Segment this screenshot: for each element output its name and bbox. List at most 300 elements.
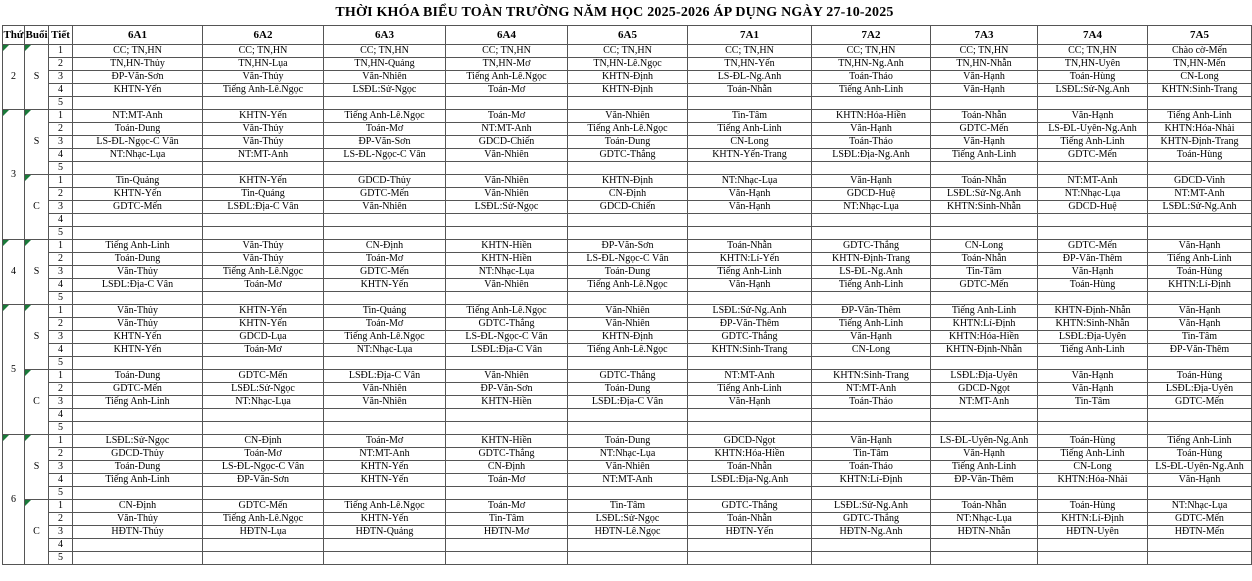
lesson-cell: GDTC-Thắng <box>812 513 931 526</box>
table-row <box>3 305 1252 318</box>
lesson-cell: NT:Nhạc-Lụa <box>73 149 203 162</box>
lesson-cell: Văn-Thủy <box>73 305 203 318</box>
lesson-cell: ĐP-Văn-Thêm <box>931 474 1038 487</box>
lesson-cell: LSĐL:Sử-Ngọc <box>324 84 446 97</box>
lesson-cell: KHTN:Lí-Yến <box>688 253 812 266</box>
lesson-cell: Tin-Tâm <box>931 266 1038 279</box>
lesson-cell: Văn-Thủy <box>203 71 324 84</box>
lesson-cell: Tin-Tâm <box>812 448 931 461</box>
lesson-cell <box>931 422 1038 435</box>
lesson-cell: Toán-Nhẫn <box>931 500 1038 513</box>
lesson-cell: Tin-Quảng <box>324 305 446 318</box>
lesson-cell: HĐTN-Mơ <box>446 526 568 539</box>
lesson-cell: Tiếng Anh-Linh <box>1148 253 1252 266</box>
session-cell: C <box>25 500 49 565</box>
period-cell: 5 <box>49 552 73 565</box>
lesson-cell: KHTN:Lí-Định <box>931 318 1038 331</box>
header-class: 6A1 <box>73 26 203 45</box>
lesson-cell <box>324 227 446 240</box>
table-row <box>3 123 1252 136</box>
lesson-cell: Văn-Thủy <box>203 136 324 149</box>
lesson-cell: GDTC-Mến <box>73 201 203 214</box>
session-cell: S <box>25 240 49 305</box>
lesson-cell: KHTN-Yến <box>203 305 324 318</box>
lesson-cell <box>1148 409 1252 422</box>
lesson-cell: Văn-Nhiên <box>324 71 446 84</box>
lesson-cell <box>1038 97 1148 110</box>
table-row <box>3 227 1252 240</box>
lesson-cell <box>203 539 324 552</box>
lesson-cell: Toán-Nhẫn <box>931 175 1038 188</box>
lesson-cell <box>446 487 568 500</box>
lesson-cell: LSĐL:Địa-C Vân <box>324 370 446 383</box>
lesson-cell: KHTN:Hóa-Hiền <box>688 448 812 461</box>
period-cell: 1 <box>49 240 73 253</box>
lesson-cell: Văn-Thủy <box>203 253 324 266</box>
lesson-cell: Văn-Nhiên <box>324 396 446 409</box>
table-row <box>3 188 1252 201</box>
lesson-cell: KHTN-Hiền <box>446 435 568 448</box>
lesson-cell: KHTN-Yến <box>324 474 446 487</box>
lesson-cell <box>446 227 568 240</box>
lesson-cell <box>73 539 203 552</box>
lesson-cell <box>203 409 324 422</box>
lesson-cell: KHTN-Định-Trang <box>812 253 931 266</box>
lesson-cell: TN,HN-Nhẫn <box>931 58 1038 71</box>
lesson-cell: LSĐL:Sử-Ng.Anh <box>931 188 1038 201</box>
day-cell: 6 <box>3 435 25 565</box>
lesson-cell <box>568 487 688 500</box>
lesson-cell: LSĐL:Địa-C Vân <box>73 279 203 292</box>
lesson-cell: LS-ĐL-Ngọc-C Vân <box>568 253 688 266</box>
period-cell: 1 <box>49 175 73 188</box>
lesson-cell <box>1148 539 1252 552</box>
lesson-cell: GDTC-Thắng <box>568 370 688 383</box>
lesson-cell: LSĐL:Địa-C Vân <box>568 396 688 409</box>
lesson-cell <box>446 539 568 552</box>
lesson-cell: Toán-Nhẫn <box>931 110 1038 123</box>
table-row <box>3 253 1252 266</box>
lesson-cell: Toán-Thảo <box>812 136 931 149</box>
table-row <box>3 162 1252 175</box>
lesson-cell: CC; TN,HN <box>203 45 324 58</box>
period-cell: 3 <box>49 71 73 84</box>
lesson-cell <box>1038 539 1148 552</box>
lesson-cell: Toán-Dung <box>568 266 688 279</box>
lesson-cell: Tiếng Anh-Linh <box>1148 110 1252 123</box>
lesson-cell: GDCD-Thủy <box>324 175 446 188</box>
lesson-cell: Văn-Nhiên <box>568 305 688 318</box>
lesson-cell <box>812 422 931 435</box>
lesson-cell: Văn-Hạnh <box>1148 240 1252 253</box>
session-cell: C <box>25 370 49 435</box>
timetable <box>2 25 1252 565</box>
lesson-cell: KHTN:Hóa-Nhài <box>1038 474 1148 487</box>
lesson-cell: KHTN:Lí-Định <box>1148 279 1252 292</box>
lesson-cell: HĐTN-Yến <box>688 526 812 539</box>
lesson-cell <box>931 292 1038 305</box>
lesson-cell: GDTC-Mến <box>73 383 203 396</box>
lesson-cell: GDCD-Huệ <box>812 188 931 201</box>
lesson-cell: KHTN-Yến <box>203 175 324 188</box>
lesson-cell: NT:Nhạc-Lụa <box>1038 188 1148 201</box>
header-class: 7A3 <box>931 26 1038 45</box>
lesson-cell: LS-ĐL-Ngọc-C Vân <box>203 461 324 474</box>
lesson-cell <box>1038 162 1148 175</box>
lesson-cell: GDTC-Thắng <box>446 448 568 461</box>
lesson-cell: KHTN-Yến-Trang <box>688 149 812 162</box>
lesson-cell <box>568 214 688 227</box>
lesson-cell: CC; TN,HN <box>812 45 931 58</box>
lesson-cell: LSĐL:Địa-Ng.Anh <box>688 474 812 487</box>
table-row <box>3 331 1252 344</box>
lesson-cell <box>568 292 688 305</box>
table-row <box>3 383 1252 396</box>
lesson-cell: GDTC-Mến <box>324 188 446 201</box>
lesson-cell: Văn-Hạnh <box>1148 305 1252 318</box>
lesson-cell: GDCD-Chiến <box>446 136 568 149</box>
lesson-cell: KHTN-Định <box>568 331 688 344</box>
period-cell: 2 <box>49 513 73 526</box>
lesson-cell <box>73 552 203 565</box>
table-row <box>3 487 1252 500</box>
lesson-cell: Toán-Mơ <box>446 474 568 487</box>
lesson-cell: TN,HN-Yến <box>688 58 812 71</box>
lesson-cell <box>568 552 688 565</box>
period-cell: 2 <box>49 383 73 396</box>
lesson-cell: Văn-Nhiên <box>446 279 568 292</box>
lesson-cell <box>203 422 324 435</box>
lesson-cell <box>73 214 203 227</box>
lesson-cell: Văn-Hạnh <box>931 84 1038 97</box>
lesson-cell <box>931 227 1038 240</box>
period-cell: 3 <box>49 526 73 539</box>
lesson-cell: KHTN-Định-Nhẫn <box>1038 305 1148 318</box>
lesson-cell: LSĐL:Sử-Ngọc <box>73 435 203 448</box>
lesson-cell: KHTN:Sinh-Nhẫn <box>931 201 1038 214</box>
lesson-cell: Toán-Mơ <box>324 123 446 136</box>
lesson-cell: ĐP-Văn-Thêm <box>688 318 812 331</box>
lesson-cell: ĐP-Văn-Sơn <box>324 136 446 149</box>
lesson-cell <box>446 422 568 435</box>
lesson-cell <box>568 97 688 110</box>
lesson-cell: NT:MT-Anh <box>931 396 1038 409</box>
period-cell: 3 <box>49 136 73 149</box>
lesson-cell: KHTN-Định-Nhẫn <box>931 344 1038 357</box>
lesson-cell: Văn-Hạnh <box>812 435 931 448</box>
lesson-cell: CC; TN,HN <box>73 45 203 58</box>
lesson-cell: GDTC-Mến <box>1038 149 1148 162</box>
lesson-cell <box>446 292 568 305</box>
lesson-cell: LSĐL:Địa-Uyên <box>931 370 1038 383</box>
period-cell: 5 <box>49 487 73 500</box>
lesson-cell <box>688 422 812 435</box>
lesson-cell: LS-ĐL-Ngọc-C Vân <box>446 331 568 344</box>
lesson-cell: Toán-Dung <box>73 123 203 136</box>
session-cell: S <box>25 435 49 500</box>
period-cell: 2 <box>49 123 73 136</box>
period-cell: 2 <box>49 58 73 71</box>
period-cell: 1 <box>49 110 73 123</box>
lesson-cell: Văn-Hạnh <box>1038 370 1148 383</box>
lesson-cell: GDTC-Thắng <box>688 500 812 513</box>
lesson-cell: Toán-Dung <box>568 435 688 448</box>
lesson-cell: GDTC-Mến <box>1038 240 1148 253</box>
lesson-cell: Văn-Hạnh <box>931 448 1038 461</box>
lesson-cell <box>568 422 688 435</box>
lesson-cell <box>688 227 812 240</box>
lesson-cell: CN-Long <box>688 136 812 149</box>
lesson-cell: Tiếng Anh-Linh <box>73 240 203 253</box>
lesson-cell <box>688 292 812 305</box>
lesson-cell: GDTC-Mến <box>931 279 1038 292</box>
lesson-cell <box>931 214 1038 227</box>
lesson-cell <box>73 227 203 240</box>
period-cell: 4 <box>49 409 73 422</box>
lesson-cell: NT:Nhạc-Lụa <box>688 175 812 188</box>
table-row <box>3 149 1252 162</box>
lesson-cell: Toán-Mơ <box>324 318 446 331</box>
lesson-cell <box>688 539 812 552</box>
header-class: 6A4 <box>446 26 568 45</box>
lesson-cell: KHTN:Hóa-Nhài <box>1148 123 1252 136</box>
table-row <box>3 45 1252 58</box>
lesson-cell <box>931 409 1038 422</box>
lesson-cell <box>688 487 812 500</box>
lesson-cell: TN,HN-Quảng <box>324 58 446 71</box>
table-row <box>3 201 1252 214</box>
lesson-cell: ĐP-Văn-Sơn <box>203 474 324 487</box>
lesson-cell: GDTC-Thắng <box>568 149 688 162</box>
lesson-cell: ĐP-Văn-Thêm <box>1038 253 1148 266</box>
lesson-cell: NT:Nhạc-Lụa <box>324 344 446 357</box>
lesson-cell: Tiếng Anh-Linh <box>931 461 1038 474</box>
lesson-cell: Toán-Dung <box>73 461 203 474</box>
lesson-cell: GDTC-Mến <box>1148 396 1252 409</box>
lesson-cell <box>446 357 568 370</box>
table-row <box>3 461 1252 474</box>
lesson-cell: KHTN-Yến <box>203 318 324 331</box>
lesson-cell: HĐTN-Lê.Ngọc <box>568 526 688 539</box>
lesson-cell: Toán-Mơ <box>203 344 324 357</box>
lesson-cell: Văn-Thủy <box>73 513 203 526</box>
lesson-cell <box>1148 552 1252 565</box>
period-cell: 1 <box>49 500 73 513</box>
lesson-cell <box>1148 422 1252 435</box>
lesson-cell <box>1148 357 1252 370</box>
lesson-cell: LSĐL:Sử-Ng.Anh <box>812 500 931 513</box>
lesson-cell: Tin-Tâm <box>568 500 688 513</box>
lesson-cell: Tiếng Anh-Linh <box>73 474 203 487</box>
lesson-cell: KHTN-Hiền <box>446 240 568 253</box>
lesson-cell: KHTN-Định <box>568 84 688 97</box>
lesson-cell: Toán-Hùng <box>1038 71 1148 84</box>
session-cell: S <box>25 305 49 370</box>
lesson-cell <box>931 539 1038 552</box>
header-class: 6A3 <box>324 26 446 45</box>
lesson-cell: CC; TN,HN <box>931 45 1038 58</box>
lesson-cell: CN-Long <box>1148 71 1252 84</box>
lesson-cell: Tiếng Anh-Lê.Ngọc <box>324 110 446 123</box>
table-row <box>3 370 1252 383</box>
header-day: Thứ <box>3 26 25 45</box>
day-cell: 5 <box>3 305 25 435</box>
lesson-cell: Văn-Hạnh <box>688 188 812 201</box>
day-cell: 3 <box>3 110 25 240</box>
lesson-cell: Văn-Nhiên <box>568 318 688 331</box>
lesson-cell: HĐTN-Nhẫn <box>931 526 1038 539</box>
lesson-cell <box>324 409 446 422</box>
lesson-cell <box>446 409 568 422</box>
lesson-cell <box>568 409 688 422</box>
lesson-cell: GDCD-Thủy <box>73 448 203 461</box>
lesson-cell <box>324 214 446 227</box>
lesson-cell: HĐTN-Ng.Anh <box>812 526 931 539</box>
lesson-cell: LSĐL:Sử-Ng.Anh <box>1038 84 1148 97</box>
lesson-cell <box>931 357 1038 370</box>
period-cell: 2 <box>49 318 73 331</box>
lesson-cell <box>324 292 446 305</box>
header-period: Tiết <box>49 26 73 45</box>
lesson-cell: Văn-Nhiên <box>324 201 446 214</box>
lesson-cell: KHTN:Sinh-Trang <box>812 370 931 383</box>
lesson-cell: NT:MT-Anh <box>1038 175 1148 188</box>
timetable-body <box>3 45 1252 565</box>
lesson-cell: Văn-Nhiên <box>446 175 568 188</box>
lesson-cell: GDCD-Ngọt <box>931 383 1038 396</box>
lesson-cell: TN,HN-Ng.Anh <box>812 58 931 71</box>
lesson-cell <box>1038 292 1148 305</box>
lesson-cell: Toán-Mơ <box>446 500 568 513</box>
header-class: 7A4 <box>1038 26 1148 45</box>
lesson-cell <box>1038 357 1148 370</box>
lesson-cell <box>203 97 324 110</box>
period-cell: 2 <box>49 448 73 461</box>
lesson-cell: Toán-Dung <box>568 136 688 149</box>
table-row <box>3 175 1252 188</box>
table-row <box>3 552 1252 565</box>
lesson-cell: Chào cờ-Mến <box>1148 45 1252 58</box>
period-cell: 3 <box>49 331 73 344</box>
lesson-cell <box>688 357 812 370</box>
lesson-cell: Toán-Nhẫn <box>688 84 812 97</box>
lesson-cell <box>73 292 203 305</box>
lesson-cell: KHTN-Hiền <box>446 253 568 266</box>
lesson-cell: NT:MT-Anh <box>1148 188 1252 201</box>
lesson-cell: ĐP-Văn-Sơn <box>73 71 203 84</box>
lesson-cell: CN-Long <box>812 344 931 357</box>
lesson-cell: Tiếng Anh-Lê.Ngọc <box>568 344 688 357</box>
lesson-cell: Toán-Mơ <box>324 435 446 448</box>
header-session: Buổi <box>25 26 49 45</box>
lesson-cell: Toán-Thảo <box>812 461 931 474</box>
lesson-cell: Tiếng Anh-Linh <box>688 383 812 396</box>
table-row <box>3 292 1252 305</box>
lesson-cell: Tin-Tâm <box>1038 396 1148 409</box>
lesson-cell: Toán-Dung <box>568 383 688 396</box>
lesson-cell: CN-Định <box>324 240 446 253</box>
lesson-cell: Toán-Hùng <box>1148 370 1252 383</box>
lesson-cell: Tiếng Anh-Lê.Ngọc <box>324 500 446 513</box>
lesson-cell <box>568 227 688 240</box>
header-class: 7A5 <box>1148 26 1252 45</box>
table-row <box>3 435 1252 448</box>
lesson-cell <box>203 552 324 565</box>
lesson-cell: CN-Định <box>446 461 568 474</box>
lesson-cell <box>812 409 931 422</box>
lesson-cell: CC; TN,HN <box>446 45 568 58</box>
period-cell: 5 <box>49 357 73 370</box>
session-cell: S <box>25 45 49 110</box>
lesson-cell: LS-ĐL-Uyên-Ng.Anh <box>931 435 1038 448</box>
lesson-cell: NT:Nhạc-Lụa <box>812 201 931 214</box>
lesson-cell <box>1038 227 1148 240</box>
lesson-cell: GDTC-Thắng <box>688 331 812 344</box>
lesson-cell <box>812 97 931 110</box>
lesson-cell: KHTN:Sinh-Trang <box>1148 84 1252 97</box>
lesson-cell: LS-ĐL-Ng.Anh <box>812 266 931 279</box>
header-class: 7A1 <box>688 26 812 45</box>
lesson-cell <box>688 97 812 110</box>
lesson-cell: GDCD-Ngọt <box>688 435 812 448</box>
lesson-cell: NT:Nhạc-Lụa <box>203 396 324 409</box>
lesson-cell: Toán-Mơ <box>324 253 446 266</box>
lesson-cell: CN-Định <box>568 188 688 201</box>
lesson-cell <box>73 487 203 500</box>
lesson-cell: NT:MT-Anh <box>688 370 812 383</box>
lesson-cell: CC; TN,HN <box>324 45 446 58</box>
lesson-cell <box>73 422 203 435</box>
day-cell: 2 <box>3 45 25 110</box>
lesson-cell <box>931 487 1038 500</box>
period-cell: 2 <box>49 253 73 266</box>
lesson-cell: Tiếng Anh-Lê.Ngọc <box>568 123 688 136</box>
lesson-cell: Tiếng Anh-Linh <box>1038 448 1148 461</box>
lesson-cell: GDCD-Lụa <box>203 331 324 344</box>
lesson-cell: HĐTN-Uyên <box>1038 526 1148 539</box>
lesson-cell: KHTN-Yến <box>203 110 324 123</box>
lesson-cell <box>568 539 688 552</box>
page-title: THỜI KHÓA BIỂU TOÀN TRƯỜNG NĂM HỌC 2025-2026 ÁP DỤNG NGÀY 27-10-2025 <box>335 5 894 20</box>
lesson-cell <box>931 97 1038 110</box>
lesson-cell: NT:Nhạc-Lụa <box>568 448 688 461</box>
lesson-cell: KHTN-Yến <box>73 84 203 97</box>
lesson-cell <box>1038 422 1148 435</box>
table-row <box>3 526 1252 539</box>
lesson-cell: NT:MT-Anh <box>73 110 203 123</box>
header-class: 7A2 <box>812 26 931 45</box>
lesson-cell: ĐP-Văn-Thêm <box>812 305 931 318</box>
lesson-cell <box>324 422 446 435</box>
session-cell: C <box>25 175 49 240</box>
lesson-cell: Toán-Hùng <box>1148 149 1252 162</box>
lesson-cell <box>1148 162 1252 175</box>
period-cell: 4 <box>49 539 73 552</box>
lesson-cell <box>1038 487 1148 500</box>
lesson-cell <box>688 552 812 565</box>
lesson-cell: KHTN-Yến <box>73 188 203 201</box>
lesson-cell: ĐP-Văn-Thêm <box>1148 344 1252 357</box>
table-row <box>3 58 1252 71</box>
lesson-cell <box>203 162 324 175</box>
lesson-cell <box>446 97 568 110</box>
lesson-cell: Tin-Tâm <box>688 110 812 123</box>
lesson-cell: Văn-Thủy <box>73 266 203 279</box>
lesson-cell: Tiếng Anh-Linh <box>812 318 931 331</box>
lesson-cell: Tiếng Anh-Lê.Ngọc <box>203 266 324 279</box>
lesson-cell: Văn-Nhiên <box>446 149 568 162</box>
lesson-cell <box>812 539 931 552</box>
